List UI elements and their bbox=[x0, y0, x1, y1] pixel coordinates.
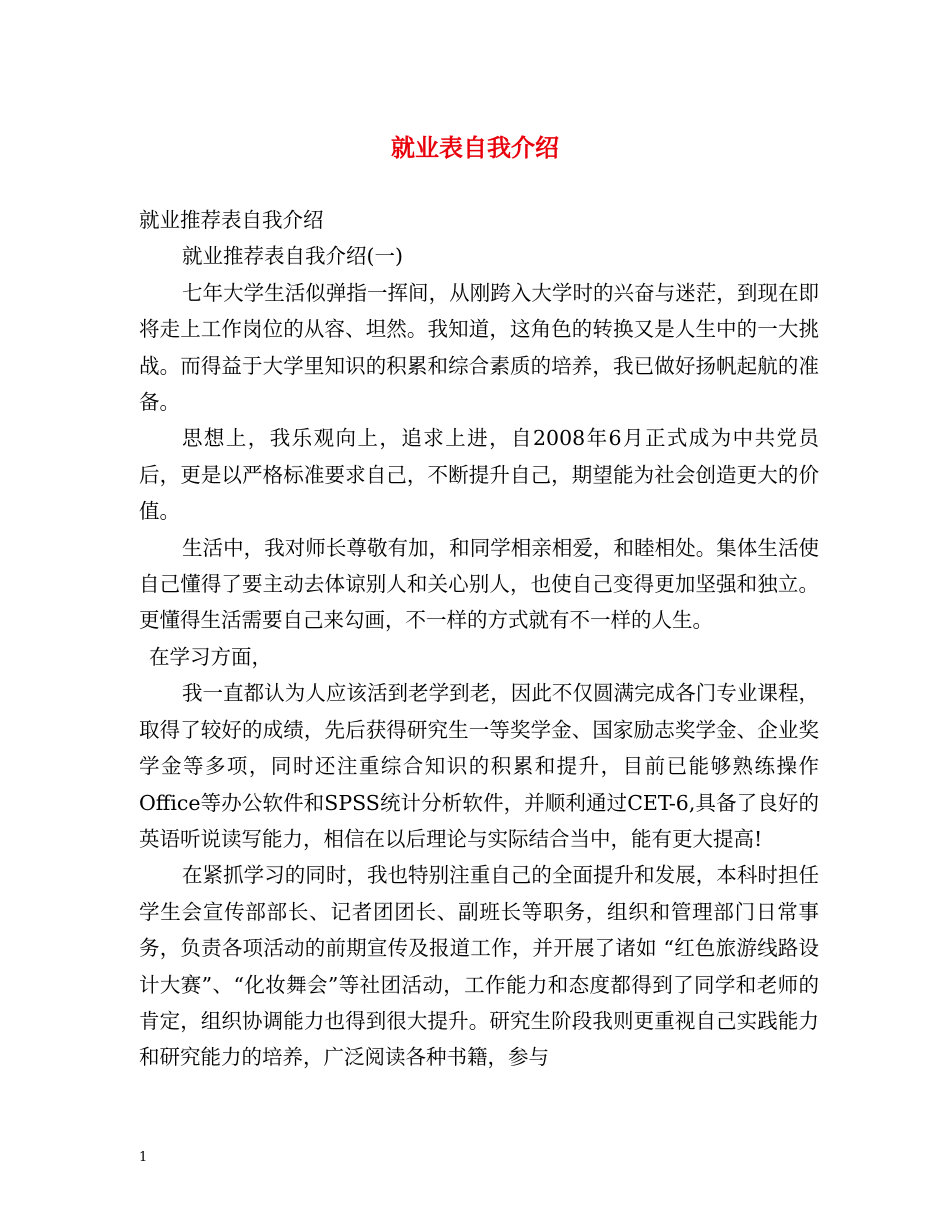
body-paragraph-1: 七年大学生活似弹指一挥间，从刚跨入大学时的兴奋与迷茫，到现在即将走上工作岗位的从容、坦然。我知道，这角色的转换又是人生中的一大挑战。而得益于大学里知识的积累和综合素质的培养，我已做好扬帆起航的准备。 bbox=[139, 280, 819, 415]
body-paragraph-4: 在学习方面， bbox=[149, 644, 272, 669]
document-title: 就业表自我介绍 bbox=[391, 133, 559, 162]
body-paragraph-6: 在紧抓学习的同时，我也特别注重自己的全面提升和发展，本科时担任学生会宣传部部长、记者团团长、副班长等职务，组织和管理部门日常事务，负责各项活动的前期宣传及报道工作，并开展了诸如 “红色旅游线路设计大赛”、“化妆舞会”等社团活动，工作能力和态度都得到了同学和老师的肯定，组织协调能力也得到很大提升。研究生阶段我则更重视自己实践能力和研究能力的培养，广泛阅读各种书籍，参与 bbox=[139, 863, 819, 1070]
body-paragraph-3: 生活中，我对师长尊敬有加，和同学相亲相爱，和睦相处。集体生活使自己懂得了要主动去体谅别人和关心别人，也使自己变得更加坚强和独立。更懂得生活需要自己来勾画，不一样的方式就有不一样的人生。 bbox=[139, 535, 819, 633]
body-paragraph-5: 我一直都认为人应该活到老学到老，因此不仅圆满完成各门专业课程，取得了较好的成绩，先后获得研究生一等奖学金、国家励志奖学金、企业奖学金等多项，同时还注重综合知识的积累和提升，目前已能够熟练操作Office等办公软件和SPSS统计分析软件，并顺利通过CET-6,具备了良好的英语听说读写能力，相信在以后理论与实际结合当中，能有更大提高! bbox=[139, 681, 819, 851]
section-heading: 就业推荐表自我介绍 bbox=[139, 208, 324, 232]
document-body bbox=[139, 202, 819, 1076]
section-subheading: 就业推荐表自我介绍(一) bbox=[182, 244, 403, 269]
page-number: 1 bbox=[139, 1150, 148, 1165]
body-paragraph-2: 思想上，我乐观向上，追求上进，自2008年6月正式成为中共党员后，更是以严格标准要求自己，不断提升自己，期望能为社会创造更大的价值。 bbox=[139, 426, 819, 524]
